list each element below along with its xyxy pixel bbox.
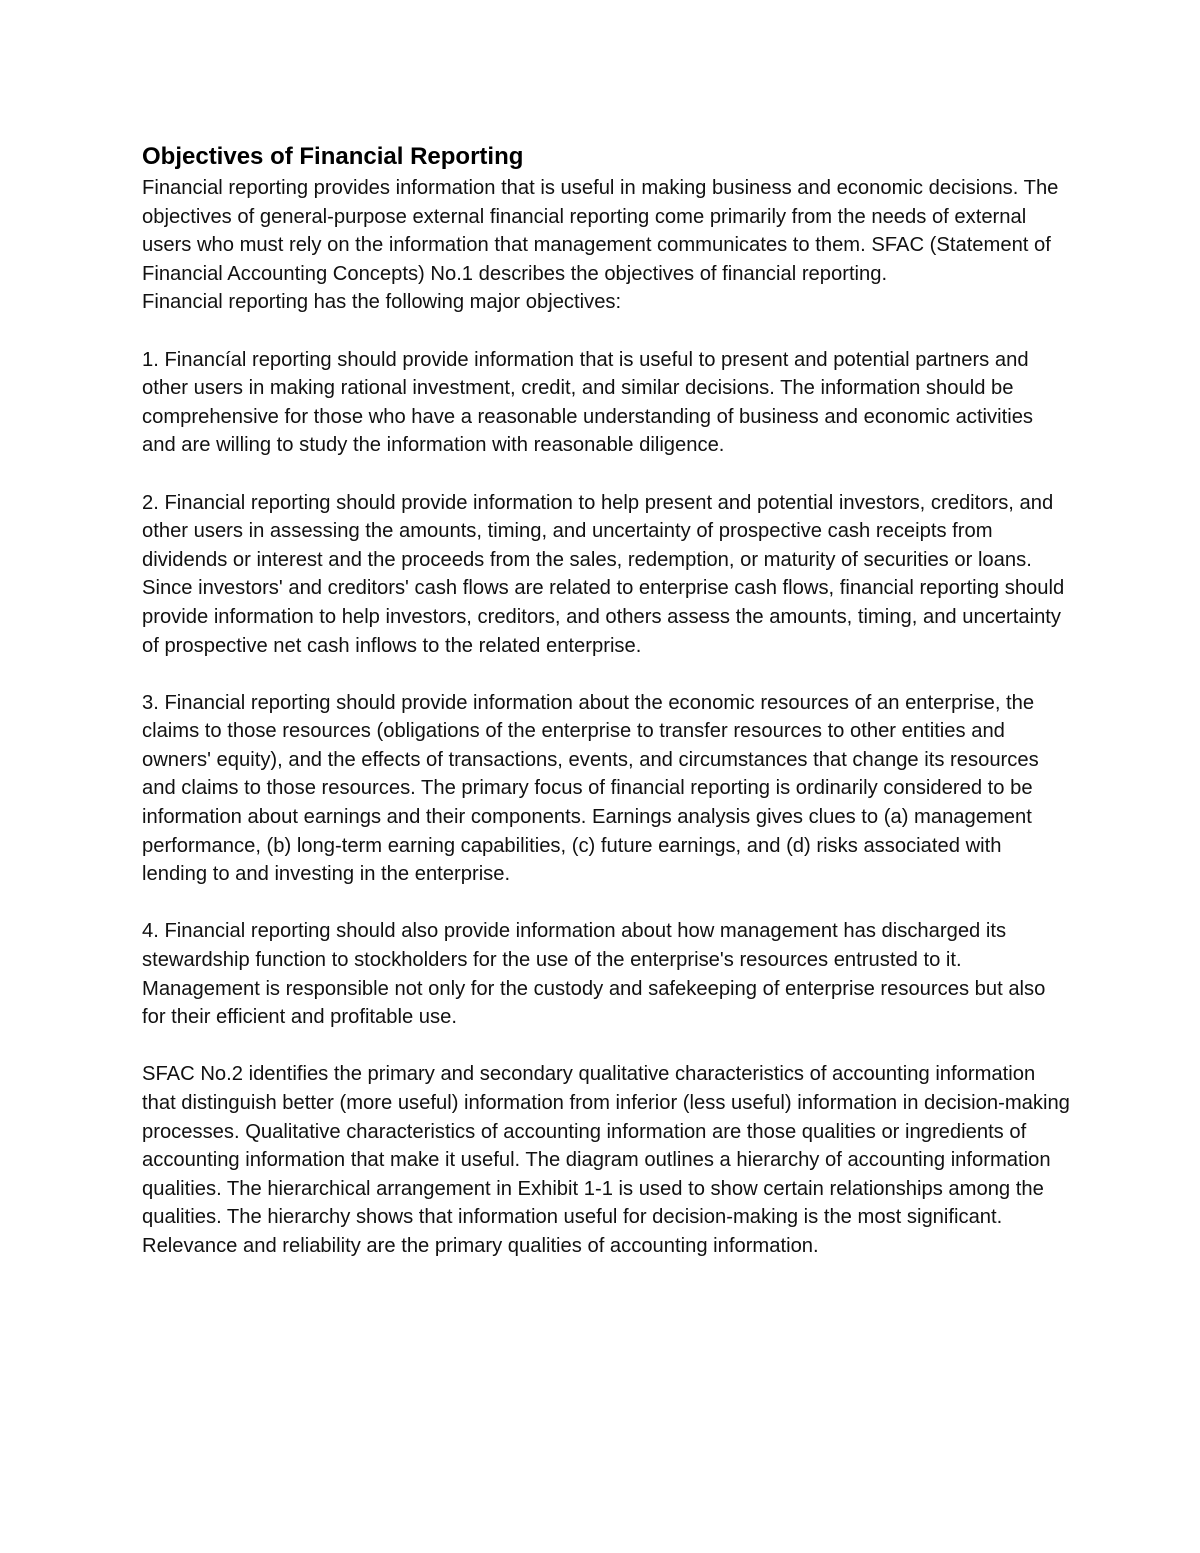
objective-2: 2. Financial reporting should provide information to help present and potential investors, creditors, and other users in assessing the amounts, timing, and uncertainty of prospective cash receipts from dividends or interest and the proceeds from the sales, redemption, or maturity of securities or loans. Since investors' and creditors' cash flows are related to enterprise cash flows, financial reporting should provide information to help investors, creditors, and others assess the amounts, timing, and uncertainty of prospective net cash inflows to the related enterprise. xyxy=(142,491,1065,657)
objective-1: 1. Financíal reporting should provide information that is useful to present and potential partners and other users in making rational investment, credit, and similar decisions. The information should be comprehensive for those who have a reasonable understanding of business and economic activities and are willing to study the information with reasonable diligence. xyxy=(142,348,1034,457)
paragraph-gap xyxy=(142,460,1072,489)
paragraph-gap xyxy=(142,317,1072,346)
objectives-lead: Financial reporting has the following major objectives: xyxy=(142,291,622,314)
objective-4: 4. Financial reporting should also provide information about how management has discharged its stewardship function to stockholders for the use of the enterprise's resources entrusted to it. Management is responsible not only for the custody and safekeeping of enterprise resources but also for their efficient and profitable use. xyxy=(142,920,1046,1029)
closing-paragraph: SFAC No.2 identifies the primary and secondary qualitative characteristics of accounting information that distinguish better (more useful) information from inferior (less useful) information in decision-making processes. Qualitative characteristics of accounting information are those qualities or ingredients of accounting information that make it useful. The diagram outlines a hierarchy of accounting information qualities. The hierarchical arrangement in Exhibit 1-1 is used to show certain relationships among the qualities. The hierarchy shows that information useful for decision-making is the most significant. Relevance and reliability are the primary qualities of accounting information. xyxy=(142,1063,1070,1257)
document-body xyxy=(142,140,1072,1261)
paragraph-gap xyxy=(142,889,1072,918)
document-title: Objectives of Financial Reporting xyxy=(142,143,524,170)
paragraph-gap xyxy=(142,1032,1072,1061)
paragraph-gap xyxy=(142,660,1072,689)
objective-3: 3. Financial reporting should provide information about the economic resources of an enterprise, the claims to those resources (obligations of the enterprise to transfer resources to other entities and owners' equity), and the effects of transactions, events, and circumstances that change its resources and claims to those resources. The primary focus of financial reporting is ordinarily considered to be information about earnings and their components. Earnings analysis gives clues to (a) management performance, (b) long-term earning capabilities, (c) future earnings, and (d) risks associated with lending to and investing in the enterprise. xyxy=(142,691,1039,886)
intro-paragraph: Financial reporting provides information that is useful in making business and economic decisions. The objectives of general-purpose external financial reporting come primarily from the needs of external users who must rely on the information that management communicates to them. SFAC (Statement of Financial Accounting Concepts) No.1 describes the objectives of financial reporting. xyxy=(142,177,1059,285)
